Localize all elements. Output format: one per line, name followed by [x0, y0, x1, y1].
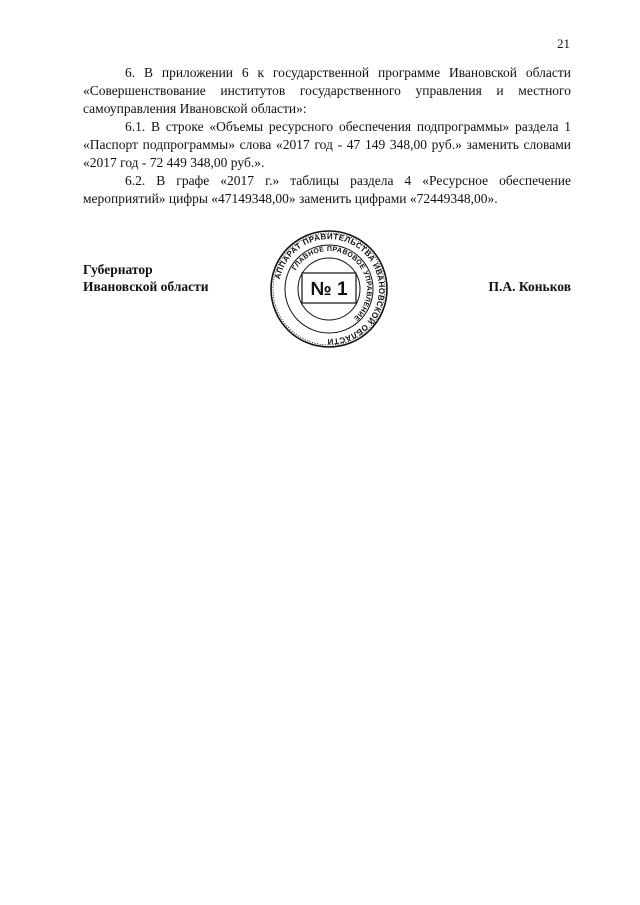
paragraph-6-2: 6.2. В графе «2017 г.» таблицы раздела 4 «Ресурсное обеспечение мероприятий» цифры «47149348,00» заменить цифрами «72449348,00».: [83, 173, 571, 206]
document-body: [83, 64, 571, 208]
signer-title-line-1: Губернатор: [83, 262, 153, 277]
signer-name: П.А. Коньков: [488, 279, 571, 294]
page-number: 21: [557, 36, 570, 51]
stamp-inner-text: ГЛАВНОЕ ПРАВОВОЕ УПРАВЛЕНИЕ: [291, 245, 373, 322]
stamp-number: № 1: [310, 279, 348, 300]
signer-title-line-2: Ивановской области: [83, 279, 209, 294]
paragraph-6-1: 6.1. В строке «Объемы ресурсного обеспечения подпрограммы» раздела 1 «Паспорт подпрограммы» слова «2017 год - 47 149 348,00 руб.» заменить словами «2017 год - 72 449 348,00 руб.».: [83, 119, 571, 170]
stamp-outer-text: АППАРАТ ПРАВИТЕЛЬСТВА ИВАНОВСКОЙ ОБЛАСТИ: [273, 231, 387, 347]
official-stamp-seal: [268, 228, 390, 350]
paragraph-6: 6. В приложении 6 к государственной программе Ивановской области «Совершенствование институтов государственного управления и местного самоуправления Ивановской области»:: [83, 65, 571, 116]
